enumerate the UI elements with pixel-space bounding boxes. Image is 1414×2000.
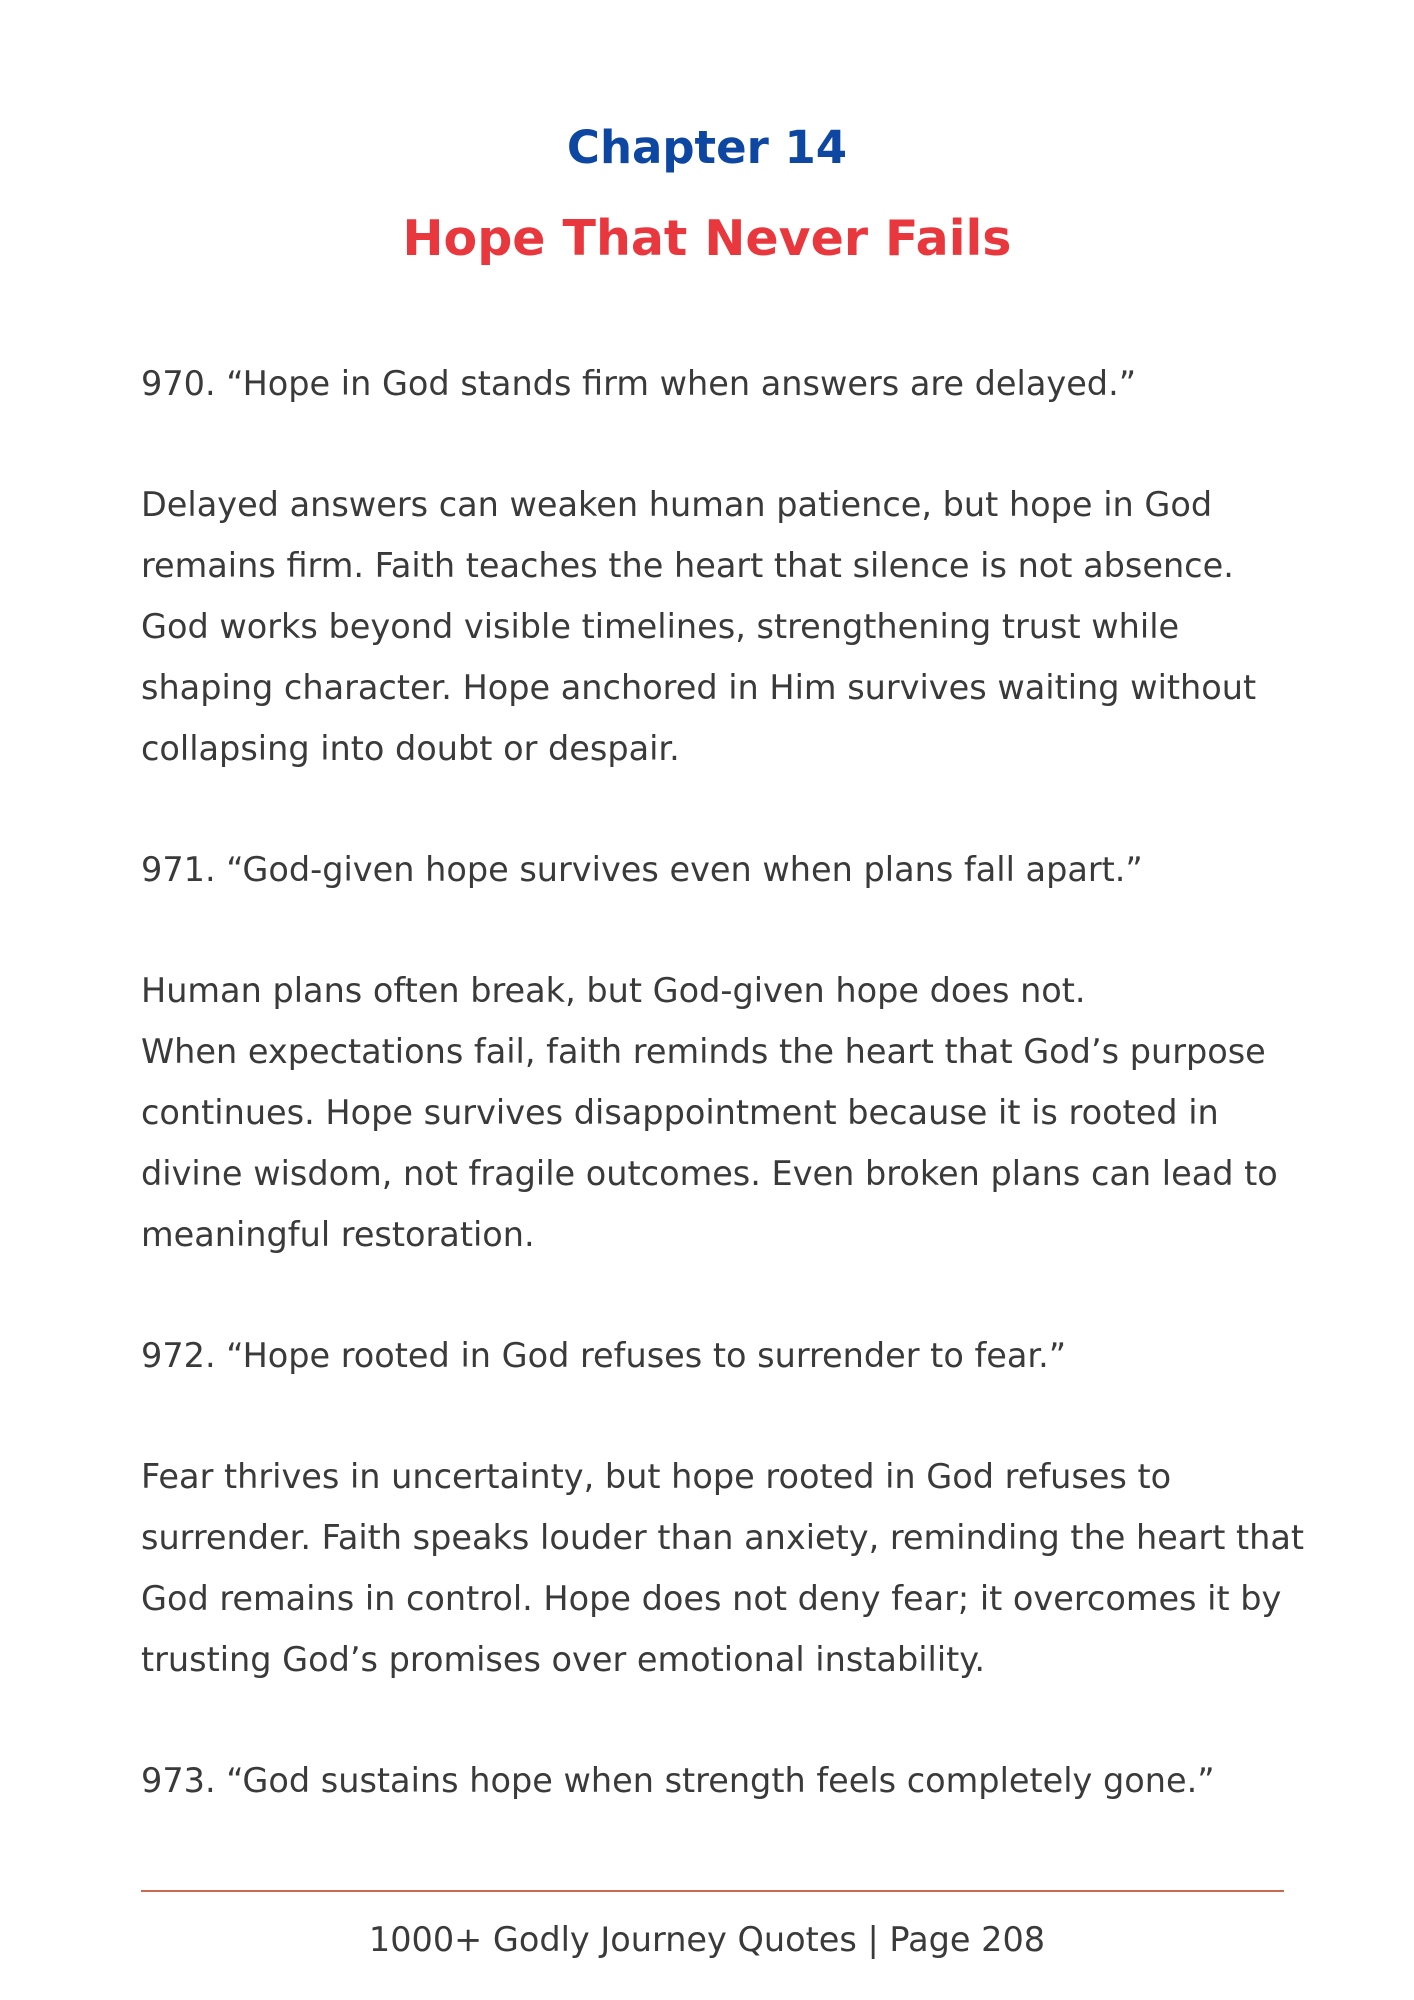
explanation-line: remains firm. Faith teaches the heart that silence is not absence.	[141, 546, 1234, 585]
explanation-line: surrender. Faith speaks louder than anxiety, reminding the heart that	[141, 1518, 1305, 1557]
quote-970: 970. “Hope in God stands firm when answers are delayed.”	[141, 364, 1137, 403]
explanation-line: shaping character. Hope anchored in Him survives waiting without	[141, 668, 1257, 707]
quote-973: 973. “God sustains hope when strength feels completely gone.”	[141, 1761, 1215, 1800]
explanation-line: God works beyond visible timelines, strengthening trust while	[141, 607, 1180, 646]
page-content	[141, 353, 1305, 1871]
footer-divider	[141, 1890, 1284, 1892]
explanation-line: meaningful restoration.	[141, 1215, 535, 1254]
explanation-line: Delayed answers can weaken human patience, but hope in God	[141, 485, 1213, 524]
explanation-972	[141, 1446, 1305, 1690]
explanation-line: God remains in control. Hope does not deny fear; it overcomes it by	[141, 1579, 1282, 1618]
page-footer: 1000+ Godly Journey Quotes | Page 208	[368, 1920, 1046, 1959]
explanation-line: collapsing into doubt or despair.	[141, 729, 680, 768]
quote-971: 971. “God-given hope survives even when plans fall apart.”	[141, 850, 1143, 889]
explanation-line: trusting God’s promises over emotional instability.	[141, 1640, 985, 1679]
explanation-970	[141, 474, 1291, 779]
explanation-line: Fear thrives in uncertainty, but hope rooted in God refuses to	[141, 1457, 1172, 1496]
chapter-title: Hope That Never Fails	[402, 210, 1012, 267]
explanation-line: When expectations fail, faith reminds the heart that God’s purpose	[141, 1032, 1266, 1071]
explanation-line: continues. Hope survives disappointment because it is rooted in	[141, 1093, 1219, 1132]
explanation-line: Human plans often break, but God-given hope does not.	[141, 971, 1086, 1010]
quote-972: 972. “Hope rooted in God refuses to surrender to fear.”	[141, 1336, 1067, 1375]
chapter-label: Chapter 14	[566, 121, 848, 174]
explanation-971	[141, 960, 1291, 1265]
explanation-line: divine wisdom, not fragile outcomes. Even broken plans can lead to	[141, 1154, 1278, 1193]
